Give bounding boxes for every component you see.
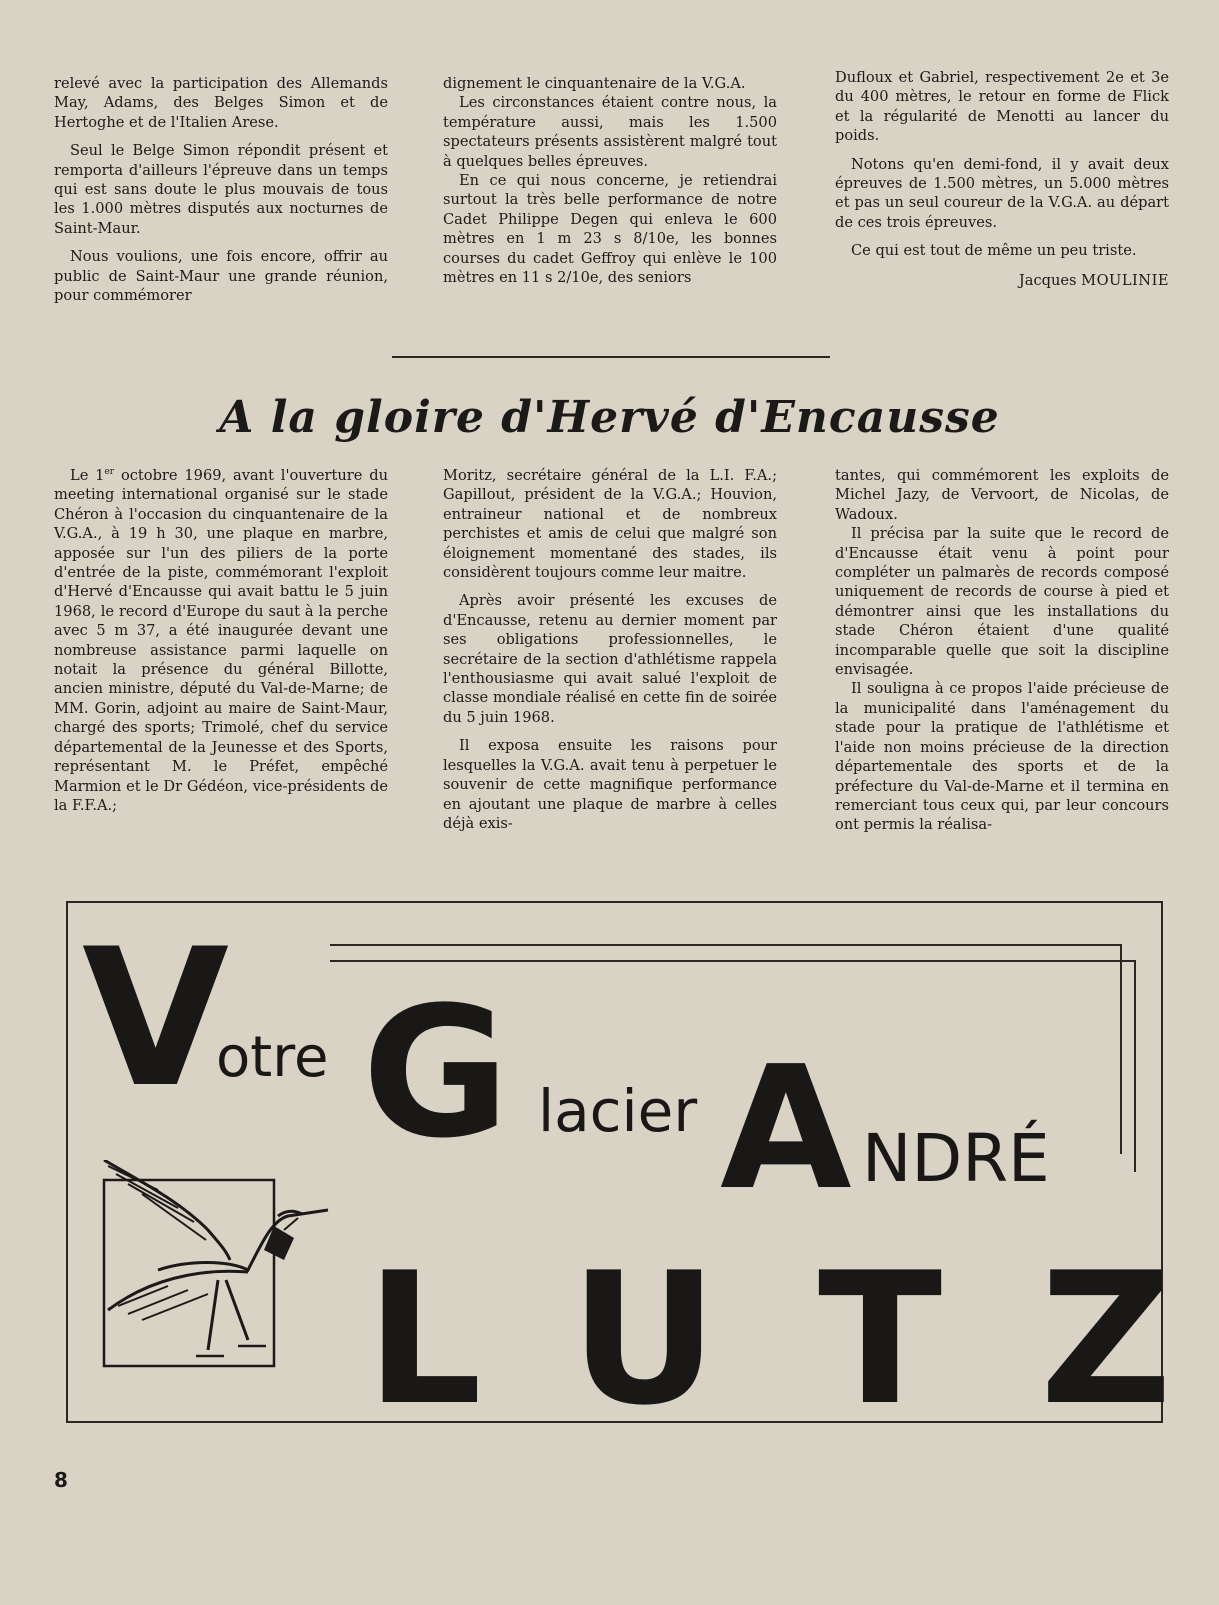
top-col3-para-2: Notons qu'en demi-fond, il y avait deux épreuves de 1.500 mètres, un 5.000 mètres et pas un seul coureur de la V.G.A. au départ de ces trois épreuves. <box>835 155 1169 231</box>
top-col2-para-2: Les circonstances étaient contre nous, la température aussi, mais les 1.500 spectateurs présents assistèrent malgré tout à quelques belles épreuves. <box>443 94 777 170</box>
article-col2-para-2: Après avoir présenté les excuses de d'Encausse, retenu au dernier moment par ses obligations professionnelles, le secrétaire de la section d'athlétisme rappela l'enthousiasme qui avait salué l'exploit de classe mondiale réalisé en cette fin de soirée du 5 juin 1968. <box>443 592 777 726</box>
ad-lutz-l: L <box>366 1233 482 1445</box>
article-col1-text-b: octobre 1969, avant l'ouverture du meeting international organisé sur le stade Chéron à l'occasion du cinquantenaire de la V.G.A., à 19 h 30, une plaque en marbre, apposée sur l'un des piliers de la porte d'entrée de la piste, commémorant l'exploit d'Hervé d'Encausse qui avait battu le 5 juin 1968, le record d'Europe du saut à la perche avec 5 m 37, a été inaugurée devant une nombreuse assistance parmi laquelle on notait la présence du général Billotte, ancien ministre, député du Val-de-Marne; de MM. Gorin, adjoint au maire de Saint-Maur, chargé des sports; Trimolé, chef du service départemental de la Jeunesse et des Sports, représentant M. le Préfet, empêché Marmion et le Dr Gédéon, vice-présidents de la F.F.A.; <box>54 467 388 814</box>
ad-word-ndre: NDRÉ <box>862 1120 1050 1197</box>
stork-wing-feathers <box>108 1166 206 1240</box>
stork-lower-feathers <box>118 1286 208 1320</box>
article-col1-superscript: er <box>104 467 115 478</box>
signature-last-name: MOULINIE <box>1081 271 1169 289</box>
stork-with-bag-icon <box>98 1160 348 1376</box>
ad-frame-left <box>66 901 68 1423</box>
ad-letter-v: V <box>82 908 230 1129</box>
ad-word-otre: otre <box>216 1025 329 1090</box>
signature-first-name: Jacques <box>1018 271 1077 289</box>
page-number: 8 <box>54 1468 68 1492</box>
top-col2-para-1: dignement le cinquantenaire de la V.G.A. <box>443 75 746 92</box>
stork-bag-string <box>284 1218 298 1230</box>
top-col1-para-3: Nous voulions, une fois encore, offrir au public de Saint-Maur une grande réunion, pour commémorer <box>54 248 388 305</box>
article-col2-para-3: Il exposa ensuite les raisons pour lesquelles la V.G.A. avait tenu à perpetuer le souvenir de cette magnifique performance en ajoutant une plaque de marbre à celles déjà exis- <box>443 737 777 832</box>
article-col3-para-2: Il précisa par la suite que le record de d'Encausse était venu à point pour compléter un palmarès de records composé uniquement de records de course à pied et démontrer ainsi que les installations du stade Chéron étaient d'une qualité incomparable quelle que soit la discipline envisagée. <box>835 525 1169 679</box>
ad-inner-line-4 <box>1134 960 1136 1172</box>
ad-letter-a: A <box>720 1030 852 1228</box>
stork-feet <box>196 1346 266 1356</box>
ad-frame-top <box>66 901 1163 903</box>
article-col3-para-1: tantes, qui commémorent les exploits de Michel Jazy, de Vervoort, de Nicolas, de Wadoux. <box>835 467 1169 523</box>
top-col3-para-3: Ce qui est tout de même un peu triste. <box>851 242 1137 260</box>
top-col3-para-1: Dufloux et Gabriel, respectivement 2e et 3e du 400 mètres, le retour en forme de Flick et la régularité de Menotti au lancer du poids. <box>835 69 1169 145</box>
top-col2-para-3: En ce qui nous concerne, je retiendrai surtout la très belle performance de notre Cadet Philippe Degen qui enleva le 600 mètres en 1 m 23 s 8/10e, les bonnes courses du cadet Geffroy qui enlève le 100 mètres en 11 s 2/10e, des seniors <box>443 172 777 287</box>
stork-legs <box>208 1280 248 1350</box>
top-col1-para-1: relevé avec la participation des Allemands May, Adams, des Belges Simon et de Hertoghe et de l'Italien Arese. <box>54 75 388 131</box>
ad-lutz-u: U <box>570 1233 718 1445</box>
article-col3-para-3: Il souligna à ce propos l'aide précieuse de la municipalité dans l'aménagement du stade pour la pratique de l'athlétisme et l'aide non moins précieuse de la direction départementale des sports et de la préfecture du Val-de-Marne et il termina en remerciant tous ceux qui, par leur concours ont permis la réalisa- <box>835 680 1169 834</box>
stork-lower-wing <box>108 1271 248 1310</box>
ad-word-lacier: lacier <box>538 1077 698 1145</box>
ad-inner-line-3 <box>1120 944 1122 1154</box>
ad-lutz-z: Z <box>1040 1233 1172 1445</box>
stork-wing <box>104 1160 230 1260</box>
stork-body <box>158 1210 328 1270</box>
ad-inner-line-1 <box>330 944 1120 946</box>
ad-inner-line-2 <box>330 960 1134 962</box>
ad-letter-g: G <box>362 969 510 1178</box>
ad-lutz-t: T <box>818 1233 943 1445</box>
top-col1-para-2: Seul le Belge Simon répondit présent et remporta d'ailleurs l'épreuve dans un temps qui est sans doute le plus mouvais de tous les 1.000 mètres disputés aux nocturnes de Saint-Maur. <box>54 142 388 237</box>
article-col2-para-1: Moritz, secrétaire général de la L.I. F.A.; Gapillout, président de la V.G.A.; Houvion, entraineur national et de nombreux perchistes et amis de celui que malgré son éloignement momentané des stades, ils considèrent toujours comme leur maitre. <box>443 467 777 582</box>
article-col1-text-a: Le 1 <box>70 467 105 484</box>
article-title: A la gloire d'Hervé d'Encausse <box>219 392 1000 443</box>
